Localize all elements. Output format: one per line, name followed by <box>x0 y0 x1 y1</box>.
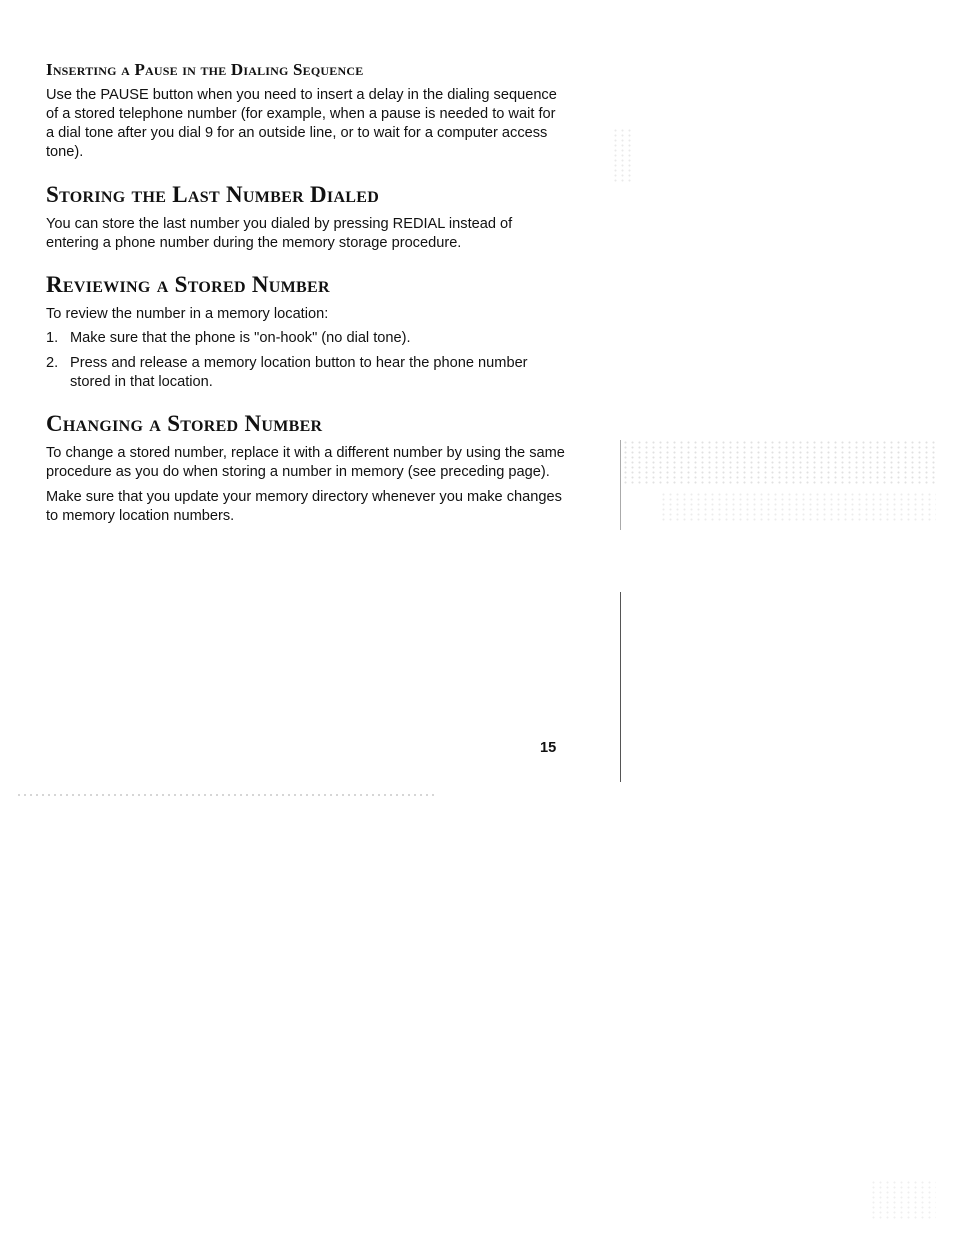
section-inserting-pause <box>46 60 566 162</box>
list-item <box>46 329 566 348</box>
scan-edge-line <box>620 592 621 782</box>
scan-edge-line <box>620 440 621 530</box>
section-paragraph: Make sure that you update your memory directory whenever you make changes to memory location numbers. <box>46 489 562 524</box>
list-item <box>46 354 566 392</box>
scan-noise <box>622 440 936 486</box>
scan-noise <box>18 794 438 796</box>
step-text: Press and release a memory location button to hear the phone number stored in that location. <box>70 355 528 390</box>
step-number: 1. <box>46 330 59 346</box>
steps-list <box>46 329 566 392</box>
section-paragraph: Use the PAUSE button when you need to insert a delay in the dialing sequence of a stored telephone number (for example, when a pause is needed to wait for a dial tone after you dial 9 for an outside line, or to wait for a computer access tone). <box>46 87 557 160</box>
section-paragraph: You can store the last number you dialed by pressing REDIAL instead of entering a phone number during the memory storage procedure. <box>46 216 513 251</box>
section-changing-stored-number <box>46 411 566 526</box>
section-reviewing-stored-number <box>46 272 566 392</box>
scan-noise <box>612 128 634 184</box>
scan-noise <box>660 492 936 522</box>
step-number: 2. <box>46 355 59 371</box>
step-text: Make sure that the phone is "on-hook" (no dial tone). <box>70 330 411 346</box>
section-storing-last-number <box>46 182 566 253</box>
scan-noise <box>870 1180 936 1220</box>
section-heading: Inserting a Pause in the Dialing Sequence <box>46 60 364 79</box>
section-intro: To review the number in a memory location: <box>46 306 329 322</box>
section-heading: Reviewing a Stored Number <box>46 272 330 297</box>
page-number: 15 <box>540 740 557 756</box>
section-heading: Changing a Stored Number <box>46 411 323 436</box>
page-content <box>46 60 566 545</box>
section-paragraph: To change a stored number, replace it with a different number by using the same procedure as you do when storing a number in memory (see preceding page). <box>46 445 565 480</box>
section-heading: Storing the Last Number Dialed <box>46 182 380 207</box>
